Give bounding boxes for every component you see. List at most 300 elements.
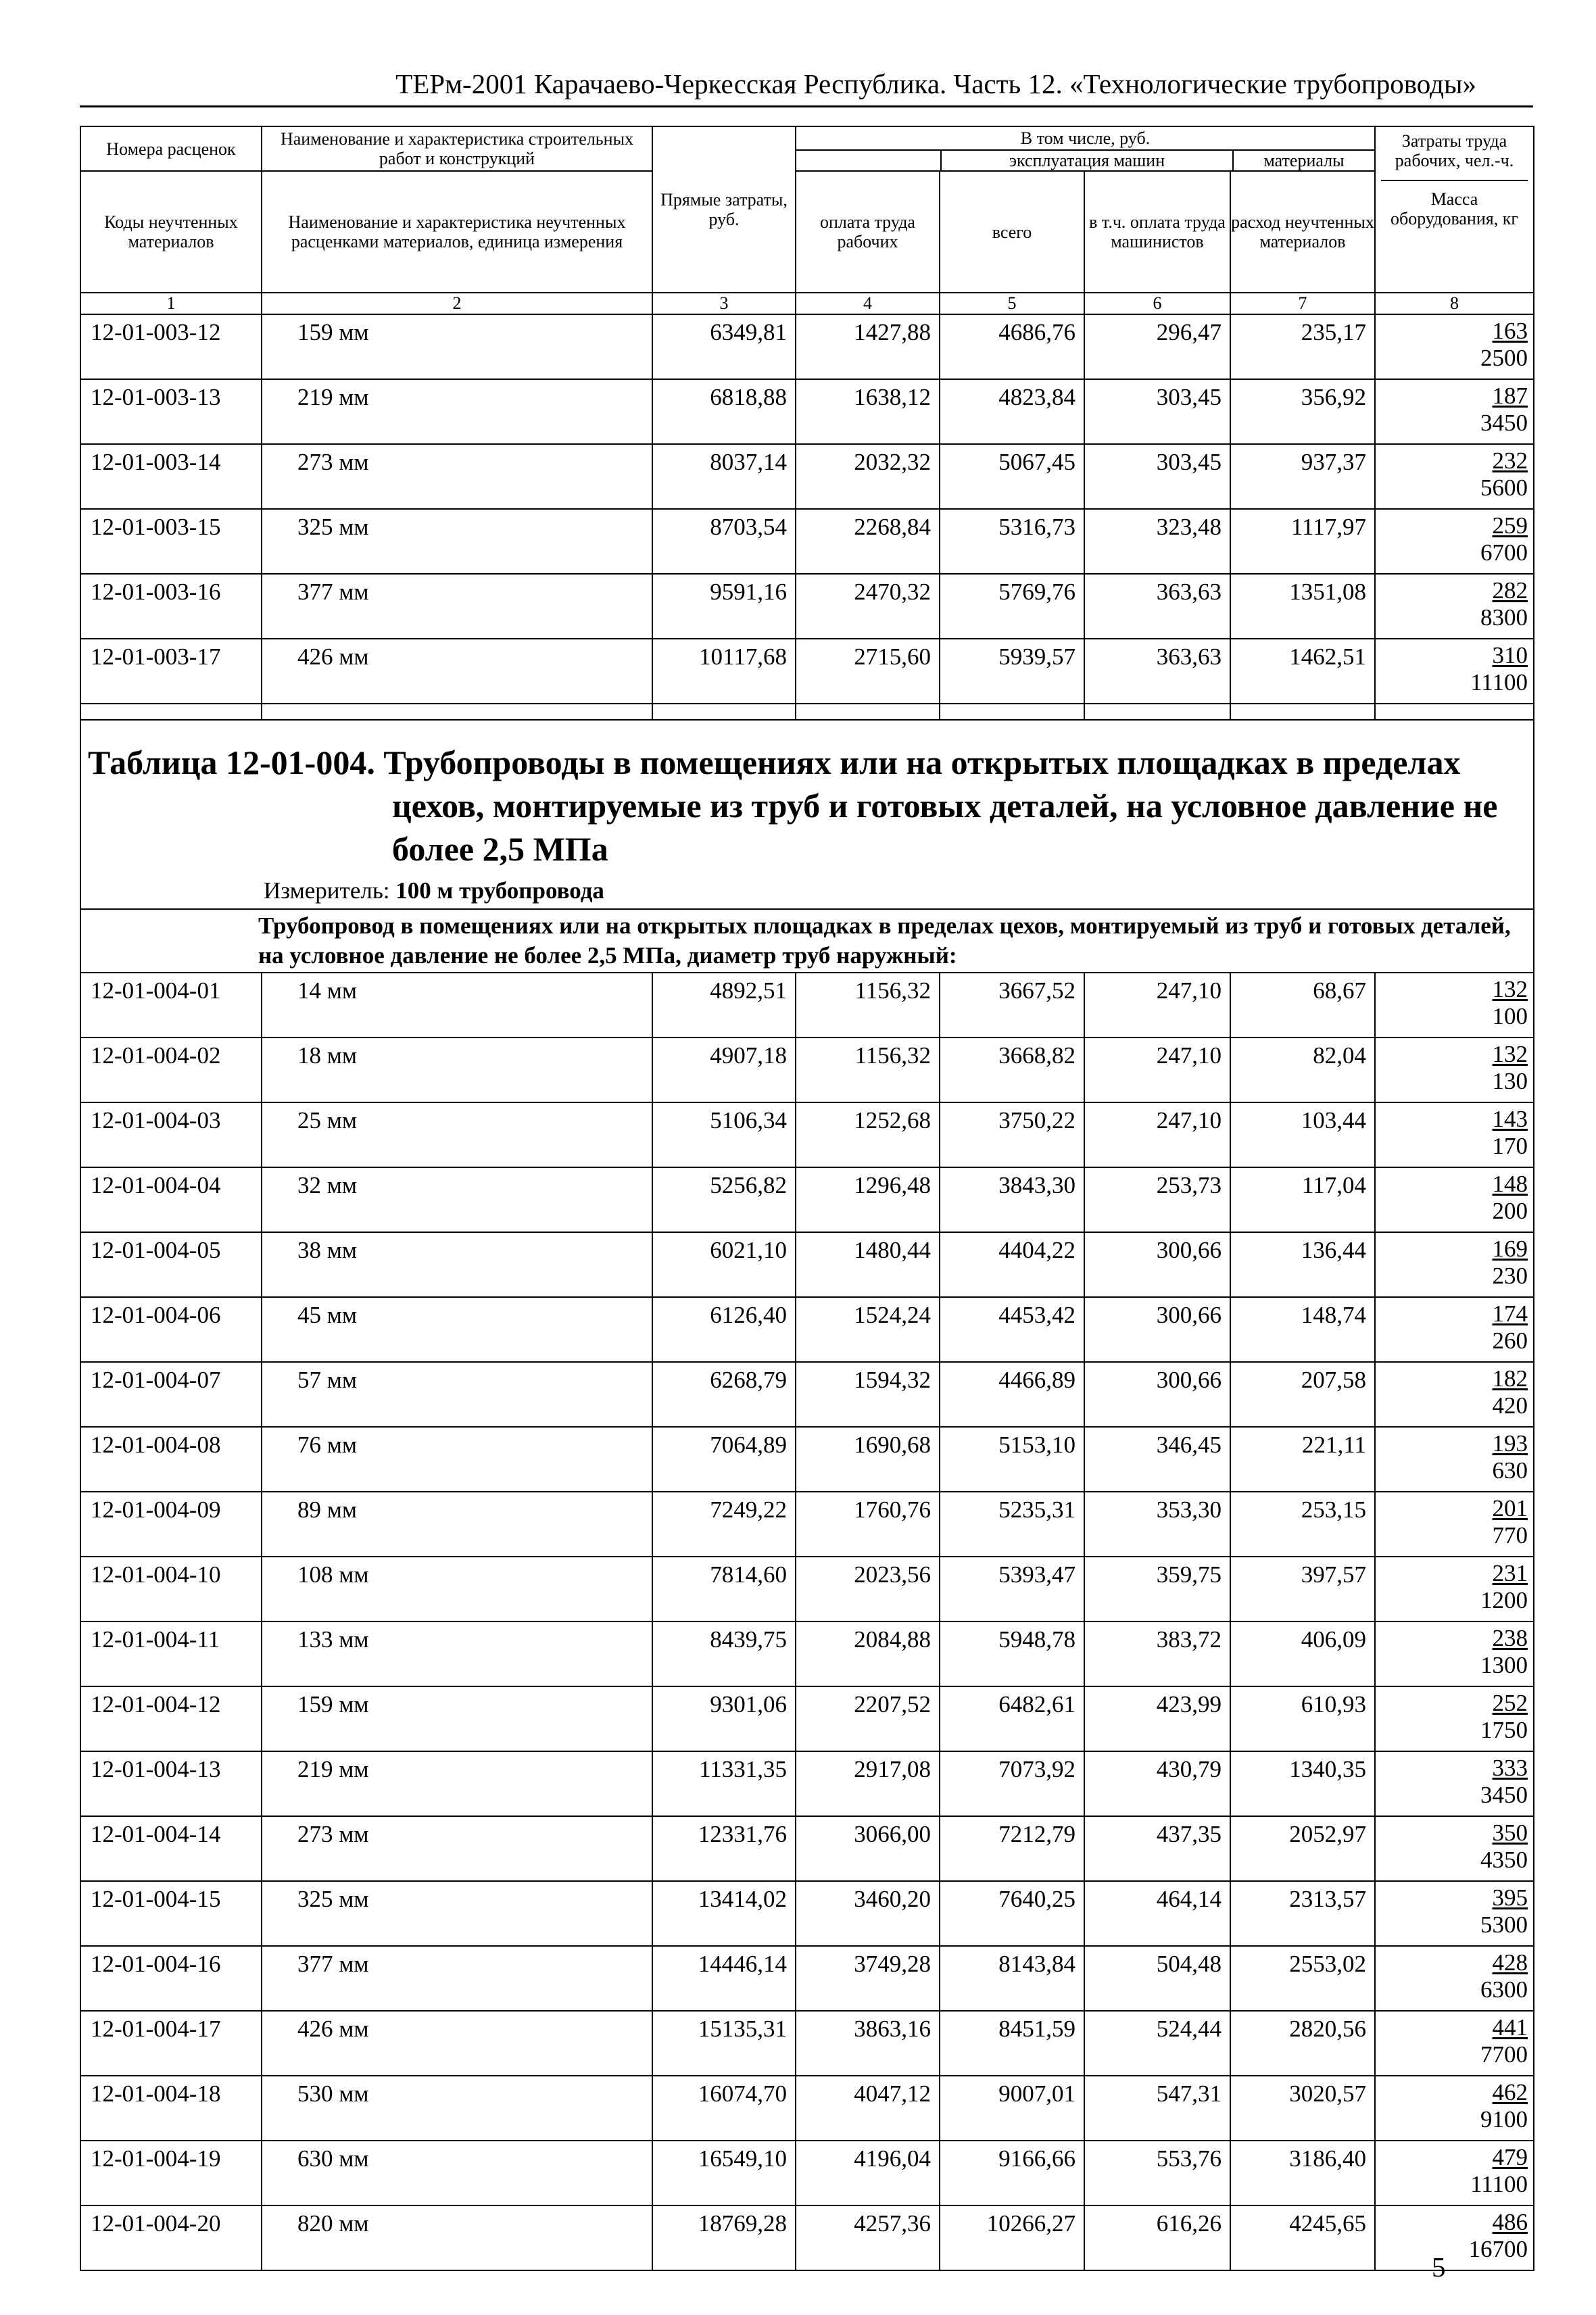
labor-hours: 282: [1492, 577, 1528, 604]
labor-and-mass: [1375, 1816, 1534, 1881]
work-name: 377 мм: [262, 1946, 652, 2011]
table-row: [80, 574, 1534, 639]
labor-pay: 2207,52: [796, 1686, 940, 1751]
direct-costs: 8439,75: [652, 1622, 796, 1686]
operators-pay: 363,63: [1084, 574, 1230, 639]
work-name: 25 мм: [262, 1102, 652, 1167]
operators-pay: 303,45: [1084, 379, 1230, 444]
rate-code: 12-01-003-12: [80, 314, 262, 379]
table-row: [80, 1102, 1534, 1167]
work-name: 38 мм: [262, 1232, 652, 1297]
materials-consumption: 1117,97: [1230, 509, 1375, 574]
work-name: 630 мм: [262, 2141, 652, 2206]
machines-total: 9007,01: [940, 2076, 1084, 2141]
operators-pay: 300,66: [1084, 1232, 1230, 1297]
direct-costs: 12331,76: [652, 1816, 796, 1881]
direct-costs: 16074,70: [652, 2076, 796, 2141]
labor-hours: 182: [1492, 1365, 1528, 1392]
header-rule: [80, 105, 1533, 107]
machines-total: 3668,82: [940, 1038, 1084, 1102]
col-number: 7: [1230, 293, 1375, 314]
operators-pay: 553,76: [1084, 2141, 1230, 2206]
labor-hours: 462: [1492, 2079, 1528, 2105]
col-materials-consumption-header: расход неучтенных материалов: [1230, 171, 1375, 293]
materials-consumption: 103,44: [1230, 1102, 1375, 1167]
labor-hours: 193: [1492, 1430, 1528, 1457]
equipment-mass: 3450: [1480, 1782, 1528, 1808]
labor-hours: 174: [1492, 1300, 1528, 1327]
equipment-mass: 770: [1492, 1522, 1528, 1549]
labor-and-mass: [1375, 509, 1534, 574]
direct-costs: 6268,79: [652, 1362, 796, 1427]
materials-consumption: 1340,35: [1230, 1751, 1375, 1816]
col-number: 8: [1375, 293, 1534, 314]
materials-consumption: 610,93: [1230, 1686, 1375, 1751]
table-row: [80, 1751, 1534, 1816]
operators-pay: 346,45: [1084, 1427, 1230, 1492]
operators-pay: 359,75: [1084, 1557, 1230, 1622]
direct-costs: 7814,60: [652, 1557, 796, 1622]
direct-costs: 13414,02: [652, 1881, 796, 1946]
table-row: [80, 1686, 1534, 1751]
table-row: [80, 2076, 1534, 2141]
machines-total: 7212,79: [940, 1816, 1084, 1881]
rate-code: 12-01-004-20: [80, 2206, 262, 2270]
work-name: 18 мм: [262, 1038, 652, 1102]
labor-hours: 350: [1492, 1820, 1528, 1846]
col-material-name-header: Наименование и характеристика неучтенных расценками материалов, единица измерения: [262, 171, 652, 293]
equipment-mass: 4350: [1480, 1847, 1528, 1873]
work-name: 32 мм: [262, 1167, 652, 1232]
group-including-header: В том числе, руб. эксплуатация машин материалы: [796, 126, 1375, 171]
rate-code: 12-01-004-08: [80, 1427, 262, 1492]
table-row: [80, 509, 1534, 574]
labor-pay: 1480,44: [796, 1232, 940, 1297]
operators-pay: 303,45: [1084, 444, 1230, 509]
materials-consumption: 397,57: [1230, 1557, 1375, 1622]
equipment-mass: 100: [1492, 1003, 1528, 1029]
labor-and-mass: [1375, 1751, 1534, 1816]
col-machines-total-header: всего: [940, 171, 1084, 293]
machines-total: 10266,27: [940, 2206, 1084, 2270]
operators-pay: 363,63: [1084, 639, 1230, 704]
direct-costs: 7064,89: [652, 1427, 796, 1492]
work-name: 820 мм: [262, 2206, 652, 2270]
machines-total: 4453,42: [940, 1297, 1084, 1362]
operators-pay: 247,10: [1084, 1102, 1230, 1167]
labor-hours: 259: [1492, 512, 1528, 539]
labor-pay: 2715,60: [796, 639, 940, 704]
equipment-mass: 7700: [1480, 2041, 1528, 2068]
rates-table: [80, 126, 1534, 2271]
labor-hours: 169: [1492, 1236, 1528, 1262]
work-name: 325 мм: [262, 1881, 652, 1946]
operators-pay: 247,10: [1084, 1038, 1230, 1102]
rate-code: 12-01-004-02: [80, 1038, 262, 1102]
equipment-mass: 260: [1492, 1327, 1528, 1354]
equipment-mass: 3450: [1480, 410, 1528, 436]
machines-total: 7640,25: [940, 1881, 1084, 1946]
machines-total: 8451,59: [940, 2011, 1084, 2076]
work-name: 76 мм: [262, 1427, 652, 1492]
rate-code: 12-01-004-19: [80, 2141, 262, 2206]
materials-consumption: 3186,40: [1230, 2141, 1375, 2206]
work-name: 159 мм: [262, 1686, 652, 1751]
table-row: [80, 1427, 1534, 1492]
equipment-mass: 230: [1492, 1263, 1528, 1289]
labor-pay: 4047,12: [796, 2076, 940, 2141]
operators-pay: 430,79: [1084, 1751, 1230, 1816]
labor-pay: 1296,48: [796, 1167, 940, 1232]
labor-hours: 333: [1492, 1755, 1528, 1781]
direct-costs: 15135,31: [652, 2011, 796, 2076]
labor-hours: 486: [1492, 2209, 1528, 2235]
column-numbers-row: [80, 293, 1534, 314]
machines-total: 5316,73: [940, 509, 1084, 574]
direct-costs: 6349,81: [652, 314, 796, 379]
labor-pay: 3066,00: [796, 1816, 940, 1881]
machines-total: 5948,78: [940, 1622, 1084, 1686]
equipment-mass: 8300: [1480, 604, 1528, 631]
machines-total: 9166,66: [940, 2141, 1084, 2206]
labor-pay: 2084,88: [796, 1622, 940, 1686]
rate-code: 12-01-004-18: [80, 2076, 262, 2141]
labor-hours: 187: [1492, 383, 1528, 409]
work-name: 273 мм: [262, 444, 652, 509]
table-row: [80, 2011, 1534, 2076]
direct-costs: 9301,06: [652, 1686, 796, 1751]
col-direct-costs-header: Прямые затраты, руб.: [652, 126, 796, 293]
machines-total: 5067,45: [940, 444, 1084, 509]
machines-total: 3843,30: [940, 1167, 1084, 1232]
direct-costs: 4907,18: [652, 1038, 796, 1102]
direct-costs: 8703,54: [652, 509, 796, 574]
rate-code: 12-01-004-15: [80, 1881, 262, 1946]
operators-pay: 296,47: [1084, 314, 1230, 379]
machines-total: 5393,47: [940, 1557, 1084, 1622]
table-title-row: [80, 720, 1534, 909]
labor-hours: 132: [1492, 976, 1528, 1002]
work-name: 325 мм: [262, 509, 652, 574]
materials-consumption: 253,15: [1230, 1492, 1375, 1557]
col-number: 2: [262, 293, 652, 314]
machines-total: 3667,52: [940, 973, 1084, 1038]
operators-pay: 464,14: [1084, 1881, 1230, 1946]
labor-and-mass: [1375, 314, 1534, 379]
machines-total: 5769,76: [940, 574, 1084, 639]
meter-line: [264, 877, 1533, 904]
labor-and-mass: [1375, 574, 1534, 639]
direct-costs: 5106,34: [652, 1102, 796, 1167]
work-name: 133 мм: [262, 1622, 652, 1686]
direct-costs: 11331,35: [652, 1751, 796, 1816]
machines-total: 8143,84: [940, 1946, 1084, 2011]
direct-costs: 16549,10: [652, 2141, 796, 2206]
table-row: [80, 2206, 1534, 2270]
direct-costs: 7249,22: [652, 1492, 796, 1557]
rate-code: 12-01-004-04: [80, 1167, 262, 1232]
col-number: 4: [796, 293, 940, 314]
meter-value: 100 м трубопровода: [395, 877, 604, 904]
materials-consumption: 937,37: [1230, 444, 1375, 509]
table-row: [80, 1297, 1534, 1362]
machines-total: 4686,76: [940, 314, 1084, 379]
work-name: 377 мм: [262, 574, 652, 639]
labor-pay: 2268,84: [796, 509, 940, 574]
work-name: 57 мм: [262, 1362, 652, 1427]
labor-and-mass: [1375, 1232, 1534, 1297]
page-number: 5: [1432, 2251, 1446, 2283]
rate-code: 12-01-003-16: [80, 574, 262, 639]
equipment-mass: 630: [1492, 1457, 1528, 1484]
work-name: 89 мм: [262, 1492, 652, 1557]
labor-hours: 132: [1492, 1041, 1528, 1067]
materials-consumption: 2820,56: [1230, 2011, 1375, 2076]
work-name: 14 мм: [262, 973, 652, 1038]
equipment-mass: 170: [1492, 1133, 1528, 1159]
rate-code: 12-01-004-09: [80, 1492, 262, 1557]
col-operators-pay-header: в т.ч. оплата труда машинистов: [1084, 171, 1230, 293]
work-name: 273 мм: [262, 1816, 652, 1881]
labor-and-mass: [1375, 1167, 1534, 1232]
table-row: [80, 973, 1534, 1038]
labor-pay: 1524,24: [796, 1297, 940, 1362]
table-row: [80, 1362, 1534, 1427]
labor-and-mass: [1375, 973, 1534, 1038]
labor-and-mass: [1375, 444, 1534, 509]
labor-hours: 232: [1492, 447, 1528, 474]
col-rate-number-header: Номера расценок: [80, 126, 262, 171]
labor-pay: 4196,04: [796, 2141, 940, 2206]
rate-code: 12-01-003-14: [80, 444, 262, 509]
table-row: [80, 2141, 1534, 2206]
labor-pay: 1156,32: [796, 1038, 940, 1102]
labor-and-mass: [1375, 1622, 1534, 1686]
header-row-1: [80, 126, 1534, 171]
machines-total: 3750,22: [940, 1102, 1084, 1167]
operators-pay: 300,66: [1084, 1297, 1230, 1362]
machines-total: 4823,84: [940, 379, 1084, 444]
materials-consumption: 4245,65: [1230, 2206, 1375, 2270]
labor-hours: 201: [1492, 1495, 1528, 1521]
rate-code: 12-01-003-15: [80, 509, 262, 574]
direct-costs: 4892,51: [652, 973, 796, 1038]
page-header: ТЕРм-2001 Карачаево-Черкесская Республика. Часть 12. «Технологические трубопроводы»: [395, 68, 1476, 99]
labor-hours: 238: [1492, 1625, 1528, 1651]
work-name: 159 мм: [262, 314, 652, 379]
work-name: 108 мм: [262, 1557, 652, 1622]
labor-and-mass: [1375, 379, 1534, 444]
equipment-mass: 11100: [1470, 669, 1528, 696]
materials-consumption: 1351,08: [1230, 574, 1375, 639]
rate-code: 12-01-004-13: [80, 1751, 262, 1816]
operators-pay: 437,35: [1084, 1816, 1230, 1881]
operators-pay: 323,48: [1084, 509, 1230, 574]
table-row: [80, 1622, 1534, 1686]
labor-and-mass: [1375, 639, 1534, 704]
labor-and-mass: [1375, 1881, 1534, 1946]
labor-hours: 163: [1492, 318, 1528, 344]
materials-consumption: 356,92: [1230, 379, 1375, 444]
materials-consumption: 207,58: [1230, 1362, 1375, 1427]
labor-pay: 1427,88: [796, 314, 940, 379]
col-material-codes-header: Коды неучтенных материалов: [80, 171, 262, 293]
operators-pay: 616,26: [1084, 2206, 1230, 2270]
equipment-mass: 2500: [1480, 345, 1528, 371]
labor-pay: 1252,68: [796, 1102, 940, 1167]
machines-total: 5235,31: [940, 1492, 1084, 1557]
equipment-mass: 9100: [1480, 2106, 1528, 2133]
labor-pay: 3460,20: [796, 1881, 940, 1946]
direct-costs: 18769,28: [652, 2206, 796, 2270]
labor-and-mass: [1375, 1427, 1534, 1492]
equipment-mass: 16700: [1468, 2236, 1528, 2262]
labor-and-mass: [1375, 2011, 1534, 2076]
equipment-mass: 200: [1492, 1198, 1528, 1224]
equipment-mass: 1200: [1480, 1587, 1528, 1613]
rate-code: 12-01-004-03: [80, 1102, 262, 1167]
labor-and-mass: [1375, 1557, 1534, 1622]
materials-consumption: 2313,57: [1230, 1881, 1375, 1946]
labor-and-mass: [1375, 1492, 1534, 1557]
rate-code: 12-01-004-05: [80, 1232, 262, 1297]
rate-code: 12-01-004-07: [80, 1362, 262, 1427]
rate-code: 12-01-004-06: [80, 1297, 262, 1362]
work-name: 426 мм: [262, 2011, 652, 2076]
machines-total: 4466,89: [940, 1362, 1084, 1427]
table-row: [80, 1232, 1534, 1297]
spacer-row: [80, 704, 1534, 720]
table-row: [80, 639, 1534, 704]
table-row: [80, 379, 1534, 444]
col-number: 3: [652, 293, 796, 314]
materials-consumption: 2553,02: [1230, 1946, 1375, 2011]
rate-code: 12-01-004-11: [80, 1622, 262, 1686]
rate-code: 12-01-004-12: [80, 1686, 262, 1751]
labor-pay: 3749,28: [796, 1946, 940, 2011]
work-name: 219 мм: [262, 1751, 652, 1816]
equipment-mass: 5600: [1480, 474, 1528, 501]
labor-pay: 2470,32: [796, 574, 940, 639]
machines-total: 7073,92: [940, 1751, 1084, 1816]
direct-costs: 14446,14: [652, 1946, 796, 2011]
section-title-row: [80, 909, 1534, 973]
table-row: [80, 1167, 1534, 1232]
operators-pay: 524,44: [1084, 2011, 1230, 2076]
labor-hours: 395: [1492, 1884, 1528, 1911]
machines-total: 5153,10: [940, 1427, 1084, 1492]
table-row: [80, 1492, 1534, 1557]
direct-costs: 9591,16: [652, 574, 796, 639]
work-name: 426 мм: [262, 639, 652, 704]
labor-pay: 3863,16: [796, 2011, 940, 2076]
materials-consumption: 2052,97: [1230, 1816, 1375, 1881]
labor-pay: 2023,56: [796, 1557, 940, 1622]
materials-consumption: 1462,51: [1230, 639, 1375, 704]
labor-pay: 4257,36: [796, 2206, 940, 2270]
materials-consumption: 136,44: [1230, 1232, 1375, 1297]
col-number: 1: [80, 293, 262, 314]
direct-costs: 6021,10: [652, 1232, 796, 1297]
labor-pay: 1594,32: [796, 1362, 940, 1427]
equipment-mass: 5300: [1480, 1911, 1528, 1938]
col-labor-pay-header: оплата труда рабочих: [796, 171, 940, 293]
labor-and-mass: [1375, 2076, 1534, 2141]
equipment-mass: 420: [1492, 1392, 1528, 1419]
section-title: Трубопровод в помещениях или на открытых площадках в пределах цехов, монтируемый из труб и готовых деталей, на условное давление не более 2,5 МПа, диаметр труб наружный:: [80, 909, 1534, 973]
labor-hours: 231: [1492, 1560, 1528, 1586]
meter-label: Измеритель:: [264, 877, 390, 904]
equipment-mass: 11100: [1470, 2171, 1528, 2197]
operators-pay: 253,73: [1084, 1167, 1230, 1232]
machines-total: 5939,57: [940, 639, 1084, 704]
operators-pay: 504,48: [1084, 1946, 1230, 2011]
equipment-mass: 6300: [1480, 1976, 1528, 2003]
table-row: [80, 1038, 1534, 1102]
materials-consumption: 3020,57: [1230, 2076, 1375, 2141]
materials-consumption: 68,67: [1230, 973, 1375, 1038]
table-row: [80, 1881, 1534, 1946]
table-title: Таблица 12-01-004. Трубопроводы в помещениях или на открытых площадках в пределах цехов, монтируемые из труб и готовых деталей, на условное давление не более 2,5 МПа: [88, 744, 1498, 868]
col-work-name-header: Наименование и характеристика строительных работ и конструкций: [262, 126, 652, 171]
direct-costs: 6818,88: [652, 379, 796, 444]
materials-consumption: 82,04: [1230, 1038, 1375, 1102]
labor-and-mass: [1375, 1362, 1534, 1427]
labor-and-mass: [1375, 1038, 1534, 1102]
direct-costs: 6126,40: [652, 1297, 796, 1362]
rate-code: 12-01-004-16: [80, 1946, 262, 2011]
materials-consumption: 117,04: [1230, 1167, 1375, 1232]
machines-total: 4404,22: [940, 1232, 1084, 1297]
operators-pay: 247,10: [1084, 973, 1230, 1038]
labor-hours: 310: [1492, 642, 1528, 668]
materials-consumption: 148,74: [1230, 1297, 1375, 1362]
labor-pay: 2917,08: [796, 1751, 940, 1816]
exploitation-header: эксплуатация машин: [941, 150, 1233, 170]
col-number: 6: [1084, 293, 1230, 314]
equipment-mass: 1750: [1480, 1717, 1528, 1743]
labor-pay: 1638,12: [796, 379, 940, 444]
equipment-mass: 6700: [1480, 539, 1528, 566]
work-name: 219 мм: [262, 379, 652, 444]
rate-code: 12-01-003-17: [80, 639, 262, 704]
labor-hours: 441: [1492, 2014, 1528, 2041]
labor-hours: 428: [1492, 1949, 1528, 1976]
operators-pay: 353,30: [1084, 1492, 1230, 1557]
direct-costs: 5256,82: [652, 1167, 796, 1232]
table-row: [80, 1557, 1534, 1622]
labor-pay: 1760,76: [796, 1492, 940, 1557]
materials-consumption: 221,11: [1230, 1427, 1375, 1492]
labor-pay: 2032,32: [796, 444, 940, 509]
labor-and-mass: [1375, 1102, 1534, 1167]
labor-and-mass: [1375, 1297, 1534, 1362]
labor-hours: 143: [1492, 1106, 1528, 1132]
labor-hours: 148: [1492, 1171, 1528, 1197]
labor-pay: 1156,32: [796, 973, 940, 1038]
rate-code: 12-01-004-17: [80, 2011, 262, 2076]
table-row: [80, 1816, 1534, 1881]
operators-pay: 383,72: [1084, 1622, 1230, 1686]
operators-pay: 300,66: [1084, 1362, 1230, 1427]
operators-pay: 547,31: [1084, 2076, 1230, 2141]
labor-hours: 252: [1492, 1690, 1528, 1716]
machines-total: 6482,61: [940, 1686, 1084, 1751]
labor-and-mass: [1375, 2206, 1534, 2270]
table-row: [80, 1946, 1534, 2011]
operators-pay: 423,99: [1084, 1686, 1230, 1751]
rate-code: 12-01-004-10: [80, 1557, 262, 1622]
